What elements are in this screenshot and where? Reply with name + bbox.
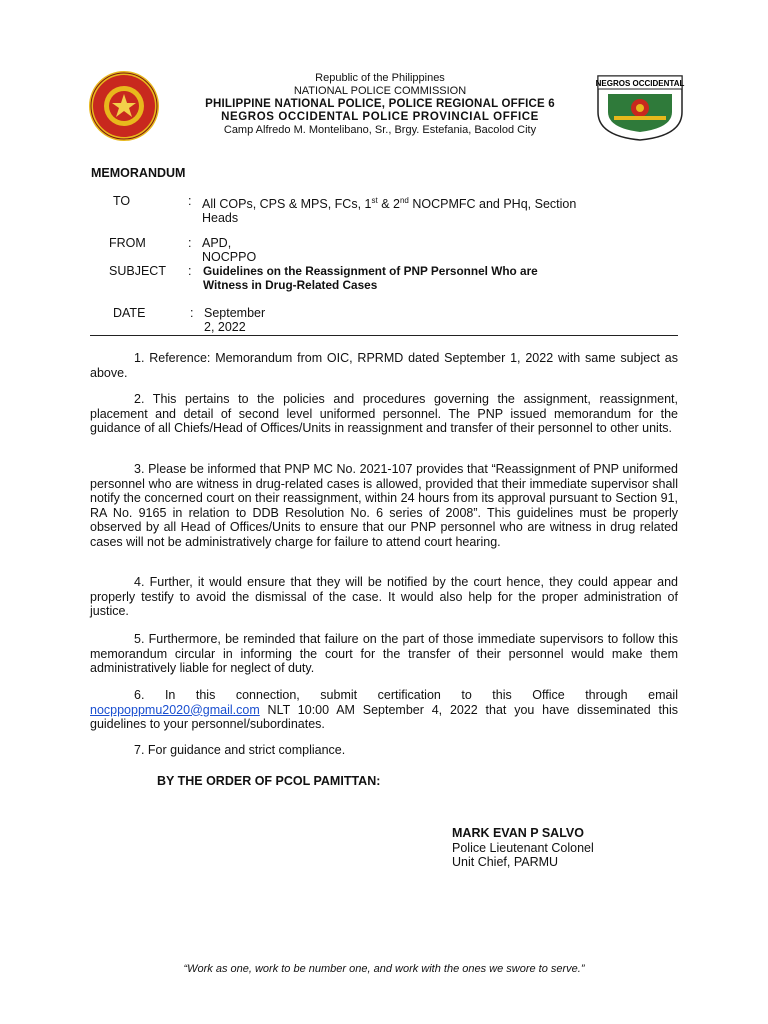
by-order-line: BY THE ORDER OF PCOL PAMITTAN: [157,774,381,788]
from-value: APD, NOCPPO [202,236,257,264]
to-value [202,194,662,225]
from-label: FROM [109,236,146,250]
to-value-line2: Heads [202,211,239,226]
memorandum-title: MEMORANDUM [91,166,186,180]
letterhead [160,72,600,137]
email-link[interactable]: nocppoppmu2020@gmail.com [90,702,260,717]
date-value: September 2, 2022 [204,306,266,334]
date-label: DATE [113,306,146,320]
subject-line1: Guidelines on the Reassignment of PNP Personnel Who are [203,264,538,278]
provincial-office-line: NEGROS OCCIDENTAL POLICE PROVINCIAL OFFICE [221,111,539,123]
signatory-rank: Police Lieutenant Colonel [452,840,594,855]
negros-occidental-seal-icon [594,72,686,142]
to-label: TO [113,194,131,208]
date-colon: : [190,306,194,320]
to-value-line1: All COPs, CPS & MPS, FCs, 1st & 2nd NOCPMFC and PHq, Section [202,196,577,212]
footer-motto: “Work as one, work to be number one, and work with the ones we swore to serve.” [183,963,585,975]
subject-value [203,264,673,292]
pnp-seal-icon [88,70,160,142]
pnp-region-line: PHILIPPINE NATIONAL POLICE, POLICE REGIONAL OFFICE 6 [205,98,555,110]
paragraph-6: 6. In this connection, submit certification to this Office through email nocppoppmu2020@gmail.com NLT 10:00 AM September 4, 2022 that you have disseminated this guidelines to your personnel/subordinates. [90,688,678,732]
subject-label: SUBJECT [109,264,166,278]
signatory-position: Unit Chief, PARMU [452,855,559,869]
republic-line: Republic of the Philippines [315,72,445,84]
subject-colon: : [188,264,192,278]
signature-block [452,826,594,870]
from-colon: : [188,236,192,250]
address-line: Camp Alfredo M. Montelibano, Sr., Brgy. Estefania, Bacolod City [223,124,537,136]
paragraph-7: 7. For guidance and strict compliance. [134,743,346,757]
paragraph-4: 4. Further, it would ensure that they will be notified by the court hence, they could appear and properly testify to avoid the dismissal of the case. It would also help for the proper administration of justice. [90,575,678,619]
paragraph-3: 3. Please be informed that PNP MC No. 2021-107 provides that “Reassignment of PNP uniformed personnel who are witness in drug-related cases is allowed, provided that their immediate supervisor shall notify the concerned court on their reassignment, within 24 hours from its approval pursuant to Section 91, RA No. 9165 in relation to DDB Resolution No. 6 series of 2008”. This guidelines must be properly observed by all Head of Offices/Units to ensure that our PNP personnel who are witness in drug related cases will not be administratively charge for failure to attend court hearing. [90,462,678,549]
paragraph-2: 2. This pertains to the policies and procedures governing the assignment, reassignment, placement and detail of second level uniformed personnel. The PNP issued memorandum for the guidance of all Chiefs/Head of Offices/Units in reassignment and transfer of their personnel to other units. [90,392,678,436]
napolcom-line: NATIONAL POLICE COMMISSION [293,85,467,97]
paragraph-5: 5. Furthermore, be reminded that failure on the part of those immediate supervisors to follow this memorandum circular in informing the court for the transfer of their personnel would make them administratively liable for neglect of duty. [90,632,678,676]
paragraph-1: 1. Reference: Memorandum from OIC, RPRMD dated September 1, 2022 with same subject as above. [90,351,678,380]
to-colon: : [188,194,192,208]
signatory-name: MARK EVAN P SALVO [452,826,584,840]
header-divider [90,335,678,336]
subject-line2: Witness in Drug-Related Cases [203,278,378,292]
seal-title: NEGROS OCCIDENTAL [595,79,685,88]
